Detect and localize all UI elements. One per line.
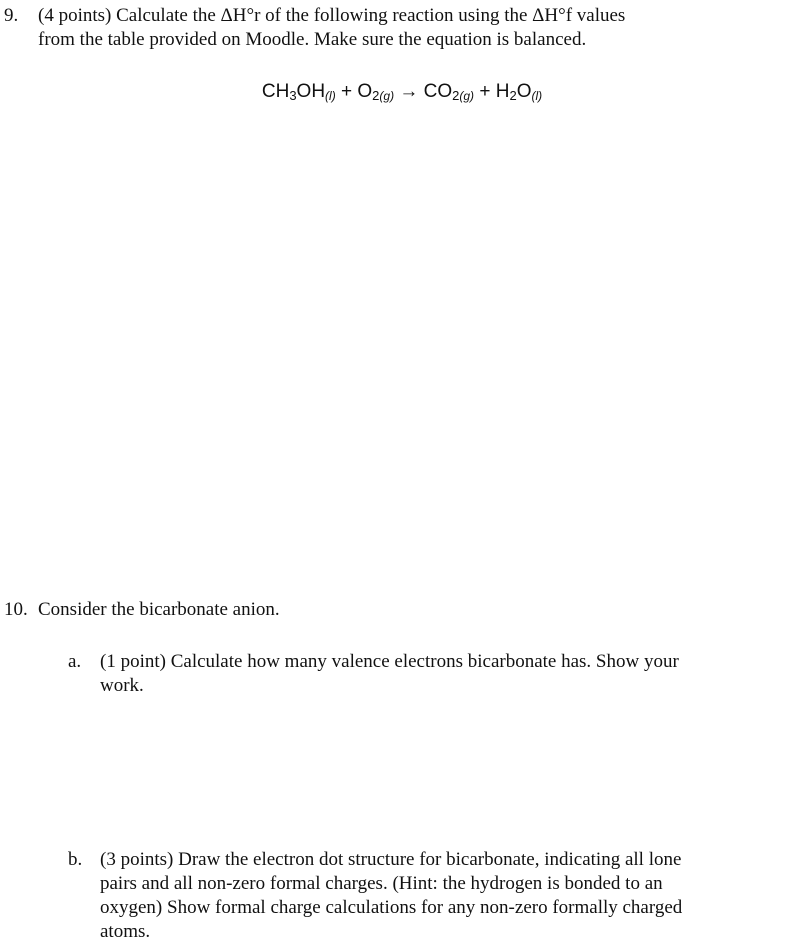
part-b-text-line-1: (3 points) Draw the electron dot structure for bicarbonate, indicating all lone: [100, 849, 682, 870]
part-b-text-line-2: pairs and all non-zero formal charges. (Hint: the hydrogen is bonded to an: [100, 873, 663, 894]
reaction-arrow: →: [399, 81, 419, 102]
part-b-label: b.: [68, 849, 83, 870]
part-a-text-line-2: work.: [100, 675, 144, 696]
product-water: $H_2O(l)$: [495, 81, 543, 103]
plus-sign: +: [341, 81, 353, 102]
question-10-number: 10.: [4, 599, 28, 620]
question-9-text-line-1: (4 points) Calculate the ΔH°r of the following reaction using the ΔH°f values: [38, 5, 626, 26]
product-carbon-dioxide: $CO_2(g)$: [423, 81, 475, 103]
question-9-number: 9.: [4, 5, 19, 26]
reactant-oxygen: $O_2(g)$: [357, 81, 395, 103]
reaction-equation: [0, 80, 804, 108]
part-b-text-line-3: oxygen) Show formal charge calculations for any non-zero formally charged: [100, 897, 683, 918]
reactant-methanol: $CH_3OH(l)$: [261, 81, 336, 103]
part-a-text-line-1: (1 point) Calculate how many valence electrons bicarbonate has. Show your: [100, 651, 679, 672]
part-a-label: a.: [68, 651, 82, 672]
part-b-text-line-4: atoms.: [100, 921, 151, 942]
question-9-text-line-2: from the table provided on Moodle. Make sure the equation is balanced.: [38, 29, 587, 50]
plus-sign: +: [479, 81, 491, 102]
question-10-text: Consider the bicarbonate anion.: [38, 599, 280, 620]
